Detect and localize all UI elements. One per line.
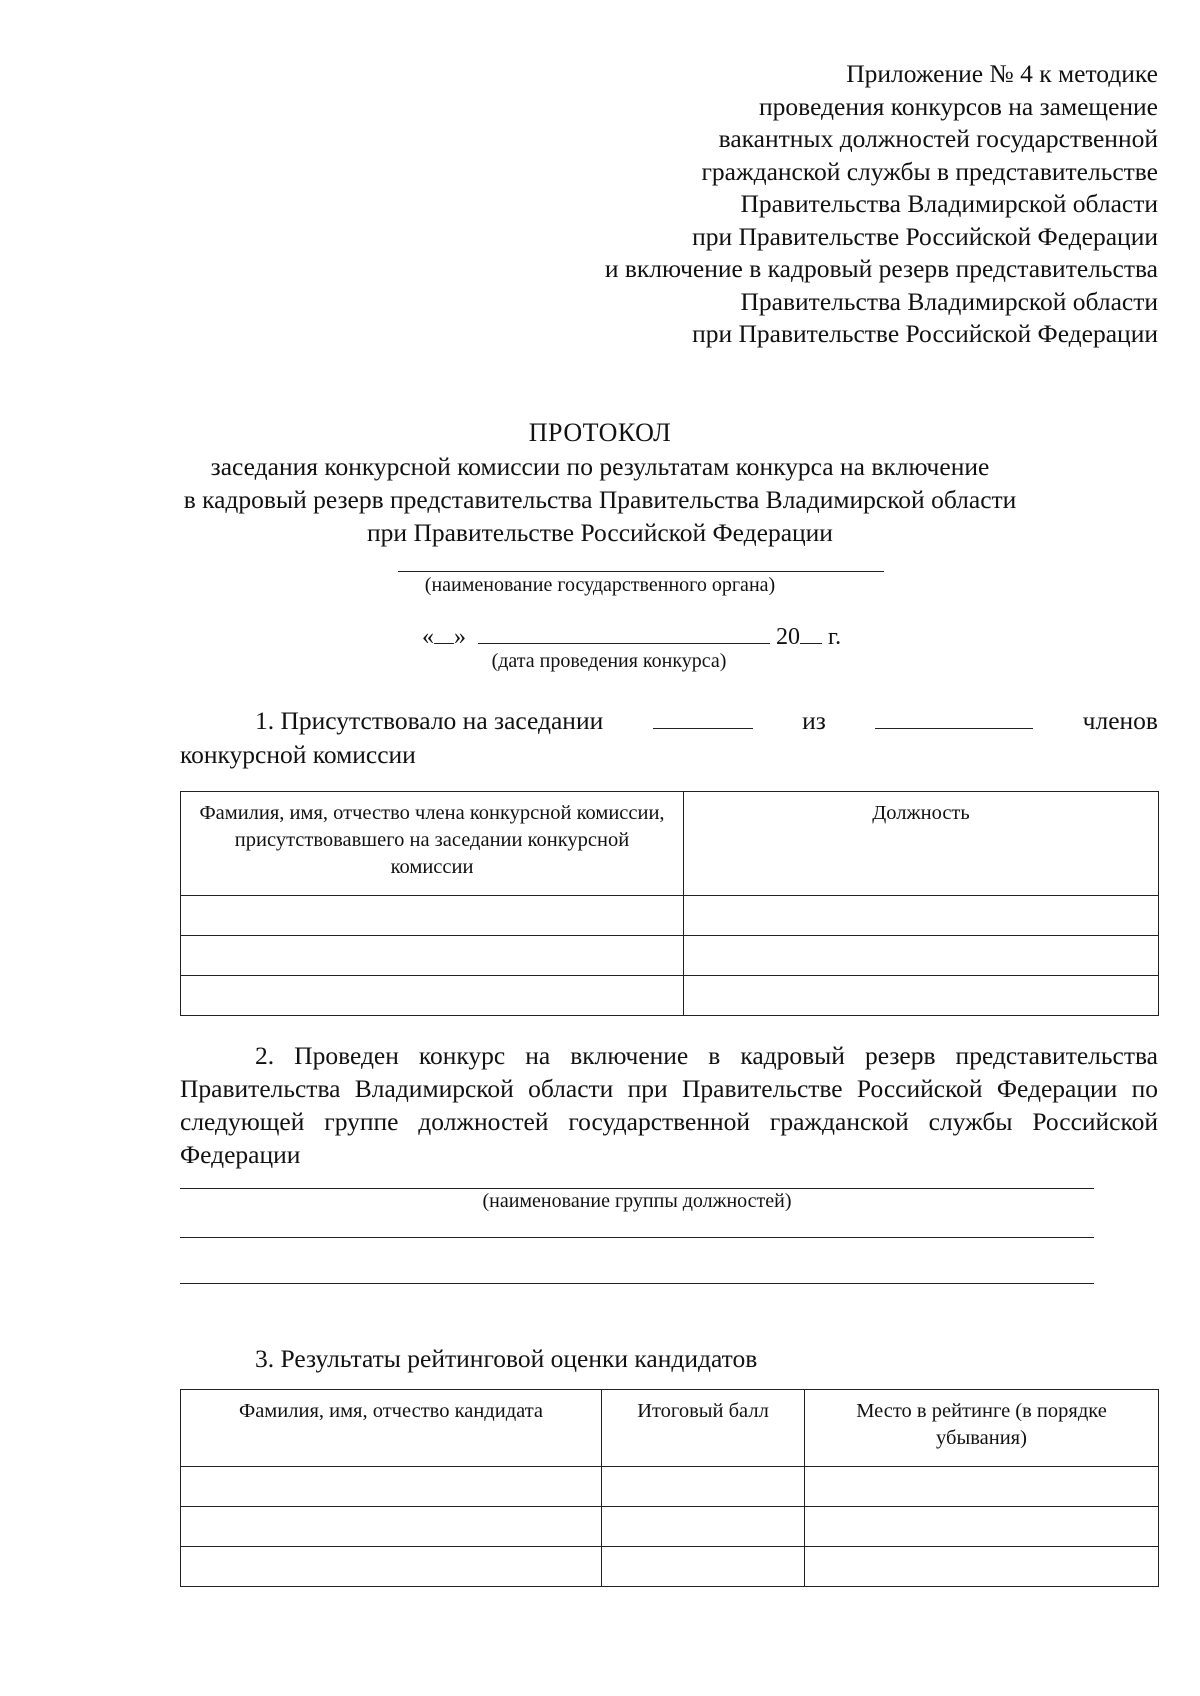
table-row (181, 1467, 1159, 1507)
rating-place-cell[interactable] (805, 1507, 1159, 1547)
date-day-blank[interactable] (434, 619, 454, 644)
section1-line (255, 704, 1158, 736)
appendix-line: проведения конкурсов на замещение (759, 91, 1158, 121)
subtitle-line: в кадровый резерв представительства Правительства Владимирской области (183, 485, 1017, 514)
table-header-rating-place: Место в рейтинге (в порядке убывания) (805, 1390, 1159, 1467)
section3-heading: 3. Результаты рейтинговой оценки кандидатов (255, 1344, 758, 1373)
attended-count-blank[interactable] (653, 704, 753, 729)
member-name-cell[interactable] (181, 976, 684, 1016)
candidate-name-cell[interactable] (181, 1467, 602, 1507)
position-group-blank-2[interactable] (180, 1237, 1094, 1238)
table-header-candidate-name: Фамилия, имя, отчество кандидата (181, 1390, 602, 1467)
appendix-line: вакантных должностей государственной (718, 124, 1158, 153)
section1-text-of: из (802, 706, 826, 735)
date-caption: (дата проведения конкурса) (491, 650, 727, 672)
position-group-blank-3[interactable] (180, 1283, 1094, 1284)
subtitle-line: заседания конкурсной комиссии по результатам конкурса на включение (210, 452, 990, 481)
table-header-member-name: Фамилия, имя, отчество члена конкурсной комиссии, присутствовавшего на заседании конкурсной комиссии (181, 792, 684, 896)
protocol-title: ПРОТОКОЛ (528, 418, 672, 447)
appendix-line: гражданской службы в представительстве (701, 156, 1158, 186)
total-score-cell[interactable] (602, 1507, 805, 1547)
date-month-blank[interactable] (478, 619, 770, 644)
protocol-subtitle (0, 450, 1200, 549)
position-group-caption: (наименование группы должностей) (482, 1190, 792, 1212)
commission-members-table (180, 791, 1159, 1016)
member-position-cell[interactable] (684, 976, 1159, 1016)
member-position-cell[interactable] (684, 936, 1159, 976)
date-year-prefix: 20 (776, 624, 800, 650)
date-open-quote: « (422, 624, 434, 650)
date-line (422, 619, 841, 651)
appendix-line: Приложение № 4 к методике (846, 59, 1158, 88)
total-members-blank[interactable] (875, 704, 1033, 729)
member-position-cell[interactable] (684, 896, 1159, 936)
appendix-line: и включение в кадровый резерв представительства (604, 254, 1158, 283)
section2-paragraph: 2. Проведен конкурс на включение в кадровый резерв представительства Правительства Владимирской области при Правительстве Российской Федерации по следующей группе должностей государственной гражданской службы Российской Федерации (180, 1041, 1158, 1169)
member-name-cell[interactable] (181, 936, 684, 976)
appendix-line: при Правительстве Российской Федерации (692, 221, 1158, 251)
candidate-name-cell[interactable] (181, 1507, 602, 1547)
appendix-line: Правительства Владимирской области (740, 189, 1158, 218)
total-score-cell[interactable] (602, 1467, 805, 1507)
candidate-name-cell[interactable] (181, 1547, 602, 1587)
total-score-cell[interactable] (602, 1547, 805, 1587)
section1-text-attended: 1. Присутствовало на заседании (255, 706, 604, 735)
appendix-line: Правительства Владимирской области (740, 286, 1158, 316)
date-year-blank[interactable] (800, 619, 822, 644)
section1-line2: конкурсной комиссии (180, 740, 416, 769)
date-year-suffix: г. (828, 624, 842, 650)
candidate-rating-table (180, 1389, 1159, 1587)
table-row (181, 976, 1159, 1016)
table-row (181, 936, 1159, 976)
organ-caption: (наименование государственного органа) (424, 574, 776, 596)
subtitle-line: при Правительстве Российской Федерации (367, 518, 833, 547)
table-row (181, 1507, 1159, 1547)
table-header-position: Должность (684, 792, 1159, 896)
position-group-blank[interactable] (180, 1188, 1094, 1189)
table-row (181, 896, 1159, 936)
appendix-header (605, 58, 1158, 351)
date-close-quote: » (454, 624, 466, 650)
table-header-total-score: Итоговый балл (602, 1390, 805, 1467)
rating-place-cell[interactable] (805, 1547, 1159, 1587)
member-name-cell[interactable] (181, 896, 684, 936)
table-row (181, 1547, 1159, 1587)
section1-text-members: членов (1082, 706, 1158, 735)
rating-place-cell[interactable] (805, 1467, 1159, 1507)
appendix-line: при Правительстве Российской Федерации (692, 319, 1158, 348)
organ-name-blank[interactable] (398, 571, 884, 572)
